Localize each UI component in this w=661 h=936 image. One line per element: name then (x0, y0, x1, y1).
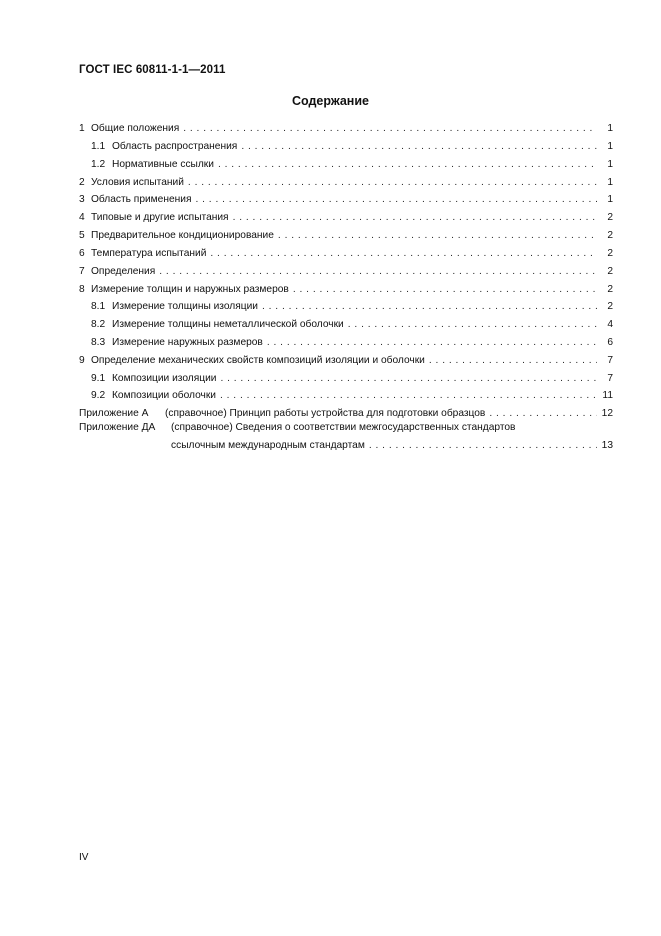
toc-label: Измерение толщины неметаллической оболочки (112, 319, 344, 330)
toc-page: 1 (607, 177, 613, 188)
toc-label: Композиции изоляции (112, 373, 217, 384)
toc-number: 8.1 (91, 301, 106, 312)
toc-page: 2 (607, 230, 613, 241)
toc-row (91, 371, 613, 387)
toc-page: 2 (607, 266, 613, 277)
toc-label: Условия испытаний (91, 177, 184, 188)
toc-row (79, 420, 613, 436)
toc-page: 2 (607, 301, 613, 312)
toc-number: 8 (79, 284, 85, 295)
page-title: Содержание (291, 94, 369, 108)
toc-number: 9.1 (91, 373, 106, 384)
toc-leader (233, 210, 597, 226)
toc-page: 7 (607, 355, 613, 366)
toc-leader (348, 317, 597, 333)
toc-leader (218, 157, 597, 173)
toc-row (91, 139, 613, 155)
toc-number: 1 (79, 123, 85, 134)
toc-row (79, 264, 613, 280)
toc-row (91, 335, 613, 351)
toc-row (79, 121, 613, 137)
toc-number: 9 (79, 355, 85, 366)
toc-label: Измерение толщин и наружных размеров (91, 284, 289, 295)
toc-page: 7 (607, 373, 613, 384)
toc-leader (220, 371, 597, 387)
toc-leader (267, 335, 597, 351)
page-number-footer: IV (79, 852, 89, 863)
toc-leader (262, 299, 597, 315)
toc-number: 4 (79, 212, 85, 223)
toc-leader (278, 228, 597, 244)
toc-page: 1 (607, 141, 613, 152)
toc-number: 1.2 (91, 159, 106, 170)
toc-page: 12 (601, 408, 613, 419)
toc-number: 8.3 (91, 337, 106, 348)
toc-page: 4 (607, 319, 613, 330)
toc-leader (220, 388, 597, 404)
toc-number: 9.2 (91, 390, 106, 401)
toc-number: 7 (79, 266, 85, 277)
toc-leader (210, 246, 597, 262)
toc-leader (369, 438, 597, 454)
toc-page: 2 (607, 248, 613, 259)
toc-label: Типовые и другие испытания (91, 212, 229, 223)
toc-number: 5 (79, 230, 85, 241)
toc-label: Предварительное кондиционирование (91, 230, 274, 241)
toc-label: Общие положения (91, 123, 180, 134)
toc-page: 11 (602, 390, 613, 401)
toc-label: Измерение наружных размеров (112, 337, 263, 348)
toc-label: Область применения (91, 194, 192, 205)
toc-label: Область распространения (112, 141, 238, 152)
toc-label: Измерение толщины изоляции (112, 301, 258, 312)
toc-row (79, 282, 613, 298)
toc-row (79, 192, 613, 208)
toc-leader (241, 139, 597, 155)
toc-page: 1 (607, 123, 613, 134)
toc-number: 3 (79, 194, 85, 205)
toc-row (91, 317, 613, 333)
toc-page: 1 (607, 159, 613, 170)
toc-number: 1.1 (91, 141, 106, 152)
toc-label: Нормативные ссылки (112, 159, 214, 170)
toc-row (79, 246, 613, 262)
document-header: ГОСТ IEC 60811-1-1—2011 (79, 64, 226, 76)
toc-row (79, 175, 613, 191)
toc-label: Определение механических свойств композиций изоляции и оболочки (91, 355, 425, 366)
toc-leader (429, 353, 597, 369)
toc-row (91, 299, 613, 315)
toc-row (79, 210, 613, 226)
toc-number: 2 (79, 177, 85, 188)
toc-label: ссылочным международным стандартам (171, 440, 365, 451)
toc-page: 2 (607, 212, 613, 223)
toc-row-continuation (171, 438, 613, 454)
toc-label: Температура испытаний (91, 248, 207, 259)
toc-label: Определения (91, 266, 156, 277)
toc-page: 6 (607, 337, 613, 348)
toc-appendix-label: Приложение ДА (79, 422, 156, 433)
toc-number: 6 (79, 248, 85, 259)
toc-leader (195, 192, 597, 208)
toc-leader (183, 121, 597, 137)
toc-leader (188, 175, 597, 191)
toc-row (91, 388, 613, 404)
toc-page: 2 (607, 284, 613, 295)
toc-number: 8.2 (91, 319, 106, 330)
toc-label: (справочное) Сведения о соответствии межгосударственных стандартов (171, 422, 516, 433)
toc-page: 1 (607, 194, 613, 205)
toc-label: Композиции оболочки (112, 390, 216, 401)
toc-row (79, 228, 613, 244)
toc-label: (справочное) Принцип работы устройства для подготовки образцов (165, 408, 486, 419)
toc-row (79, 353, 613, 369)
toc-leader (159, 264, 597, 280)
toc-page: 13 (601, 440, 613, 451)
toc-leader (293, 282, 597, 298)
toc-appendix-label: Приложение А (79, 408, 149, 419)
toc-row (91, 157, 613, 173)
